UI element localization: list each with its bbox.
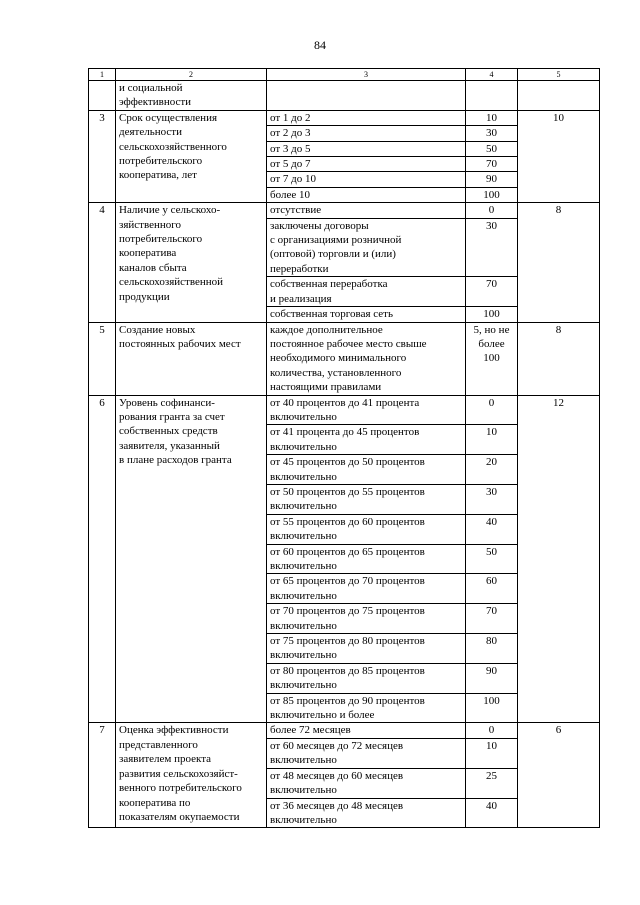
table-row <box>89 203 600 218</box>
option-value: собственная переработка и реализация <box>267 277 466 307</box>
continuation-row <box>89 81 600 111</box>
option-value: от 48 месяцев до 60 месяцев включительно <box>267 768 466 798</box>
table-header-row <box>89 69 600 81</box>
criterion-number: 5 <box>89 322 116 395</box>
option-value: от 60 месяцев до 72 месяцев включительно <box>267 738 466 768</box>
column-header: 4 <box>466 69 518 81</box>
option-value: более 10 <box>267 187 466 202</box>
max-points: 12 <box>518 395 600 723</box>
option-value: от 36 месяцев до 48 месяцев включительно <box>267 798 466 828</box>
option-value: отсутствие <box>267 203 466 218</box>
criterion-number: 6 <box>89 395 116 723</box>
max-points: 6 <box>518 723 600 828</box>
option-score: 70 <box>466 277 518 307</box>
table-row <box>89 723 600 738</box>
criteria-table <box>88 68 600 828</box>
table-row <box>89 322 600 395</box>
option-score: 90 <box>466 663 518 693</box>
criterion-name: Наличие у сельскохо- зяйственного потребительского кооператива каналов сбыта сельскохозяйственной продукции <box>116 203 267 322</box>
option-score: 0 <box>466 203 518 218</box>
criterion-number: 3 <box>89 110 116 202</box>
option-value: от 80 процентов до 85 процентов включительно <box>267 663 466 693</box>
option-score: 100 <box>466 187 518 202</box>
criterion-number: 4 <box>89 203 116 322</box>
column-header: 1 <box>89 69 116 81</box>
max-points: 8 <box>518 322 600 395</box>
column-header: 3 <box>267 69 466 81</box>
option-value: от 7 до 10 <box>267 172 466 187</box>
option-value: заключены договоры с организациями розничной (оптовой) торговли и (или) переработки <box>267 218 466 277</box>
option-value: от 75 процентов до 80 процентов включительно <box>267 634 466 664</box>
criterion-name: Срок осуществления деятельности сельскохозяйственного потребительского кооператива, лет <box>116 110 267 202</box>
option-value: от 85 процентов до 90 процентов включительно и более <box>267 693 466 723</box>
max-points: 10 <box>518 110 600 202</box>
option-value: от 41 процента до 45 процентов включительно <box>267 425 466 455</box>
option-score: 10 <box>466 425 518 455</box>
option-score: 50 <box>466 141 518 156</box>
option-score: 40 <box>466 514 518 544</box>
option-value: более 72 месяцев <box>267 723 466 738</box>
option-score: 0 <box>466 395 518 425</box>
option-score: 90 <box>466 172 518 187</box>
option-value: собственная торговая сеть <box>267 307 466 322</box>
option-value: от 70 процентов до 75 процентов включительно <box>267 604 466 634</box>
option-score: 30 <box>466 218 518 277</box>
option-score: 30 <box>466 126 518 141</box>
option-score: 30 <box>466 484 518 514</box>
option-value: от 2 до 3 <box>267 126 466 141</box>
option-score: 5, но не более 100 <box>466 322 518 395</box>
option-value: от 5 до 7 <box>267 157 466 172</box>
option-score: 80 <box>466 634 518 664</box>
option-value: от 3 до 5 <box>267 141 466 156</box>
option-value: от 60 процентов до 65 процентов включительно <box>267 544 466 574</box>
option-value: от 55 процентов до 60 процентов включительно <box>267 514 466 544</box>
option-value: от 40 процентов до 41 процента включительно <box>267 395 466 425</box>
option-score: 60 <box>466 574 518 604</box>
criterion-name: Оценка эффективности представленного заявителем проекта развития сельскохозяйст- венного потребительского кооператива по показателям окупаемости <box>116 723 267 828</box>
option-value: от 45 процентов до 50 процентов включительно <box>267 455 466 485</box>
table-row <box>89 110 600 125</box>
option-value: от 1 до 2 <box>267 110 466 125</box>
column-header: 5 <box>518 69 600 81</box>
option-score: 20 <box>466 455 518 485</box>
option-value: от 65 процентов до 70 процентов включительно <box>267 574 466 604</box>
option-score: 100 <box>466 307 518 322</box>
option-score: 50 <box>466 544 518 574</box>
option-score: 70 <box>466 157 518 172</box>
criterion-name: Уровень софинанси- рования гранта за счет собственных средств заявителя, указанный в плане расходов гранта <box>116 395 267 723</box>
option-score: 100 <box>466 693 518 723</box>
option-score: 40 <box>466 798 518 828</box>
criterion-number: 7 <box>89 723 116 828</box>
page-number: 84 <box>314 38 326 52</box>
max-points: 8 <box>518 203 600 322</box>
criterion-name: и социальной эффективности <box>116 81 267 111</box>
option-value: от 50 процентов до 55 процентов включительно <box>267 484 466 514</box>
option-score: 0 <box>466 723 518 738</box>
option-score: 10 <box>466 110 518 125</box>
option-score: 25 <box>466 768 518 798</box>
column-header: 2 <box>116 69 267 81</box>
table-row <box>89 395 600 425</box>
criterion-name: Создание новых постоянных рабочих мест <box>116 322 267 395</box>
option-value: каждое дополнительное постоянное рабочее место свыше необходимого минимального количества, установленного настоящими правилами <box>267 322 466 395</box>
option-score: 10 <box>466 738 518 768</box>
option-score: 70 <box>466 604 518 634</box>
